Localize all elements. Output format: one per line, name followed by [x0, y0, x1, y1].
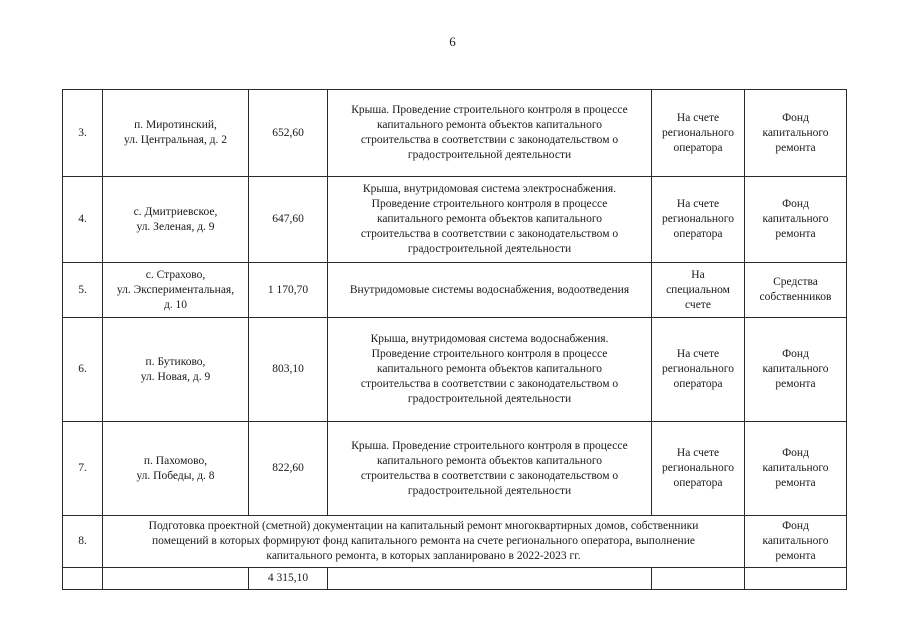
address-cell-line: с. Страхово, [145, 268, 206, 281]
source-cell-line: Фонд [782, 348, 809, 360]
address-cell-line: д. 10 [163, 298, 188, 311]
row-number [63, 516, 103, 568]
account-cell-line: оператора [673, 378, 723, 390]
row-number-line: 7. [78, 462, 87, 474]
design-docs-cell-line: помещений в которых формируют фонд капитального ремонта на счете регионального оператора, выполнение [152, 535, 695, 547]
work-cell-line: строительства в соответствии с законодательством о [360, 134, 619, 146]
work-cell-line: градостроительной деятельности [407, 484, 572, 497]
source-cell [745, 516, 847, 568]
address-cell-line: п. Миротинский, [134, 119, 217, 131]
area-cell [249, 90, 328, 177]
area-cell-line: 1 170,70 [267, 283, 309, 296]
address-cell-line: ул. Новая, д. 9 [140, 370, 211, 383]
source-cell-line: капитального [762, 535, 829, 547]
address-cell-line: ул. Центральная, д. 2 [123, 134, 228, 146]
design-docs-cell [103, 516, 745, 568]
work-cell-line: капитального ремонта объектов капитального [376, 119, 602, 131]
total-empty-cell [745, 568, 847, 590]
work-cell-line: Внутридомовые системы водоснабжения, водоотведения [349, 283, 630, 296]
work-cell-line: Крыша. Проведение строительного контроля в процессе [351, 104, 628, 116]
account-cell-line: регионального [662, 363, 734, 375]
work-cell-line: Крыша. Проведение строительного контроля в процессе [351, 439, 628, 452]
table-row [63, 177, 847, 263]
row-number [63, 177, 103, 263]
address-cell-line: п. Бутиково, [145, 355, 206, 368]
source-cell [745, 177, 847, 263]
row-number [63, 90, 103, 177]
account-cell [652, 90, 745, 177]
work-cell-line: Проведение строительного контроля в процессе [371, 198, 608, 210]
table-row [63, 516, 847, 568]
area-cell-line: 822,60 [272, 462, 304, 474]
row-number-line: 5. [78, 283, 87, 296]
account-cell-line: На счете [676, 198, 720, 210]
account-cell-line: На счете [676, 348, 720, 360]
account-cell-line: На счете [676, 447, 720, 459]
source-cell-line: ремонта [775, 228, 816, 240]
total-area-cell [249, 568, 328, 590]
work-cell-line: строительства в соответствии с законодательством о [360, 228, 619, 240]
work-cell-line: Крыша, внутридомовая система водоснабжения. [370, 333, 609, 345]
source-cell-line: капитального [762, 213, 829, 225]
work-cell [328, 90, 652, 177]
source-cell [745, 318, 847, 422]
work-cell-line: капитального ремонта объектов капитального [376, 454, 602, 467]
address-cell [103, 318, 249, 422]
source-cell-line: ремонта [775, 378, 816, 390]
table-row [63, 422, 847, 516]
work-cell-line: Крыша, внутридомовая система электроснабжения. [362, 183, 617, 195]
design-docs-cell-line: Подготовка проектной (сметной) документации на капитальный ремонт многоквартирных домов, собственники [148, 520, 699, 532]
account-cell-line: На счете [676, 111, 720, 124]
area-cell [249, 263, 328, 318]
account-cell-line: регионального [662, 462, 734, 474]
account-cell-line: оператора [673, 228, 723, 240]
account-cell-line: оператора [673, 141, 723, 154]
table-row [63, 263, 847, 318]
source-cell-line: Средства [773, 276, 818, 288]
source-cell-line: ремонта [775, 141, 816, 154]
account-cell-line: На [691, 268, 705, 281]
source-cell-line: капитального [762, 126, 829, 139]
work-cell-line: капитального ремонта объектов капитального [376, 213, 602, 225]
row-number-line: 3. [78, 126, 87, 139]
source-cell-line: собственников [759, 291, 832, 303]
address-cell-line: п. Пахомово, [143, 454, 208, 467]
source-cell [745, 90, 847, 177]
row-number-line: 4. [78, 213, 87, 225]
account-cell [652, 177, 745, 263]
address-cell-line: ул. Экспериментальная, [116, 283, 235, 296]
address-cell-line: ул. Победы, д. 8 [136, 469, 215, 482]
source-cell-line: Фонд [782, 198, 809, 210]
work-cell-line: строительства в соответствии с законодательством о [360, 378, 619, 390]
table-row [63, 90, 847, 177]
address-cell-line: ул. Зеленая, д. 9 [136, 220, 215, 233]
area-cell [249, 318, 328, 422]
total-empty-cell [103, 568, 249, 590]
work-cell-line: градостроительной деятельности [407, 243, 572, 255]
account-cell-line: оператора [673, 477, 723, 489]
work-cell-line: капитального ремонта объектов капитального [376, 363, 602, 375]
table-row [63, 318, 847, 422]
source-cell-line: Фонд [782, 111, 809, 124]
address-cell-line: с. Дмитриевское, [133, 205, 218, 218]
source-cell-line: Фонд [782, 520, 809, 532]
work-cell [328, 177, 652, 263]
total-area-cell-line: 4 315,10 [267, 572, 309, 584]
account-cell [652, 422, 745, 516]
area-cell [249, 177, 328, 263]
address-cell [103, 90, 249, 177]
work-cell-line: градостроительной деятельности [407, 149, 572, 161]
row-number [63, 263, 103, 318]
page-number: 6 [449, 34, 456, 49]
design-docs-cell-line: капитального ремонта, в которых запланировано в 2022-2023 гг. [266, 550, 581, 562]
account-cell-line: регионального [662, 213, 734, 225]
address-cell [103, 422, 249, 516]
source-cell [745, 422, 847, 516]
row-number [63, 318, 103, 422]
account-cell [652, 318, 745, 422]
repair-plan-table [62, 89, 847, 590]
account-cell-line: регионального [662, 126, 734, 139]
area-cell-line: 647,60 [272, 213, 304, 225]
address-cell [103, 177, 249, 263]
source-cell-line: ремонта [775, 550, 816, 562]
area-cell-line: 652,60 [272, 126, 304, 139]
work-cell-line: строительства в соответствии с законодательством о [360, 469, 619, 482]
work-cell [328, 318, 652, 422]
total-empty-cell [63, 568, 103, 590]
row-number-line: 8. [78, 535, 87, 547]
total-row [63, 568, 847, 590]
work-cell-line: градостроительной деятельности [407, 393, 572, 405]
source-cell-line: капитального [762, 462, 829, 474]
source-cell-line: капитального [762, 363, 829, 375]
area-cell-line: 803,10 [272, 363, 304, 375]
row-number [63, 422, 103, 516]
account-cell-line: счете [685, 298, 711, 311]
account-cell [652, 263, 745, 318]
total-empty-cell [328, 568, 652, 590]
source-cell-line: Фонд [782, 447, 809, 459]
address-cell [103, 263, 249, 318]
work-cell [328, 422, 652, 516]
row-number-line: 6. [78, 363, 87, 375]
area-cell [249, 422, 328, 516]
work-cell-line: Проведение строительного контроля в процессе [371, 348, 608, 360]
account-cell-line: специальном [666, 283, 730, 296]
work-cell [328, 263, 652, 318]
total-empty-cell [652, 568, 745, 590]
source-cell [745, 263, 847, 318]
source-cell-line: ремонта [775, 477, 816, 489]
